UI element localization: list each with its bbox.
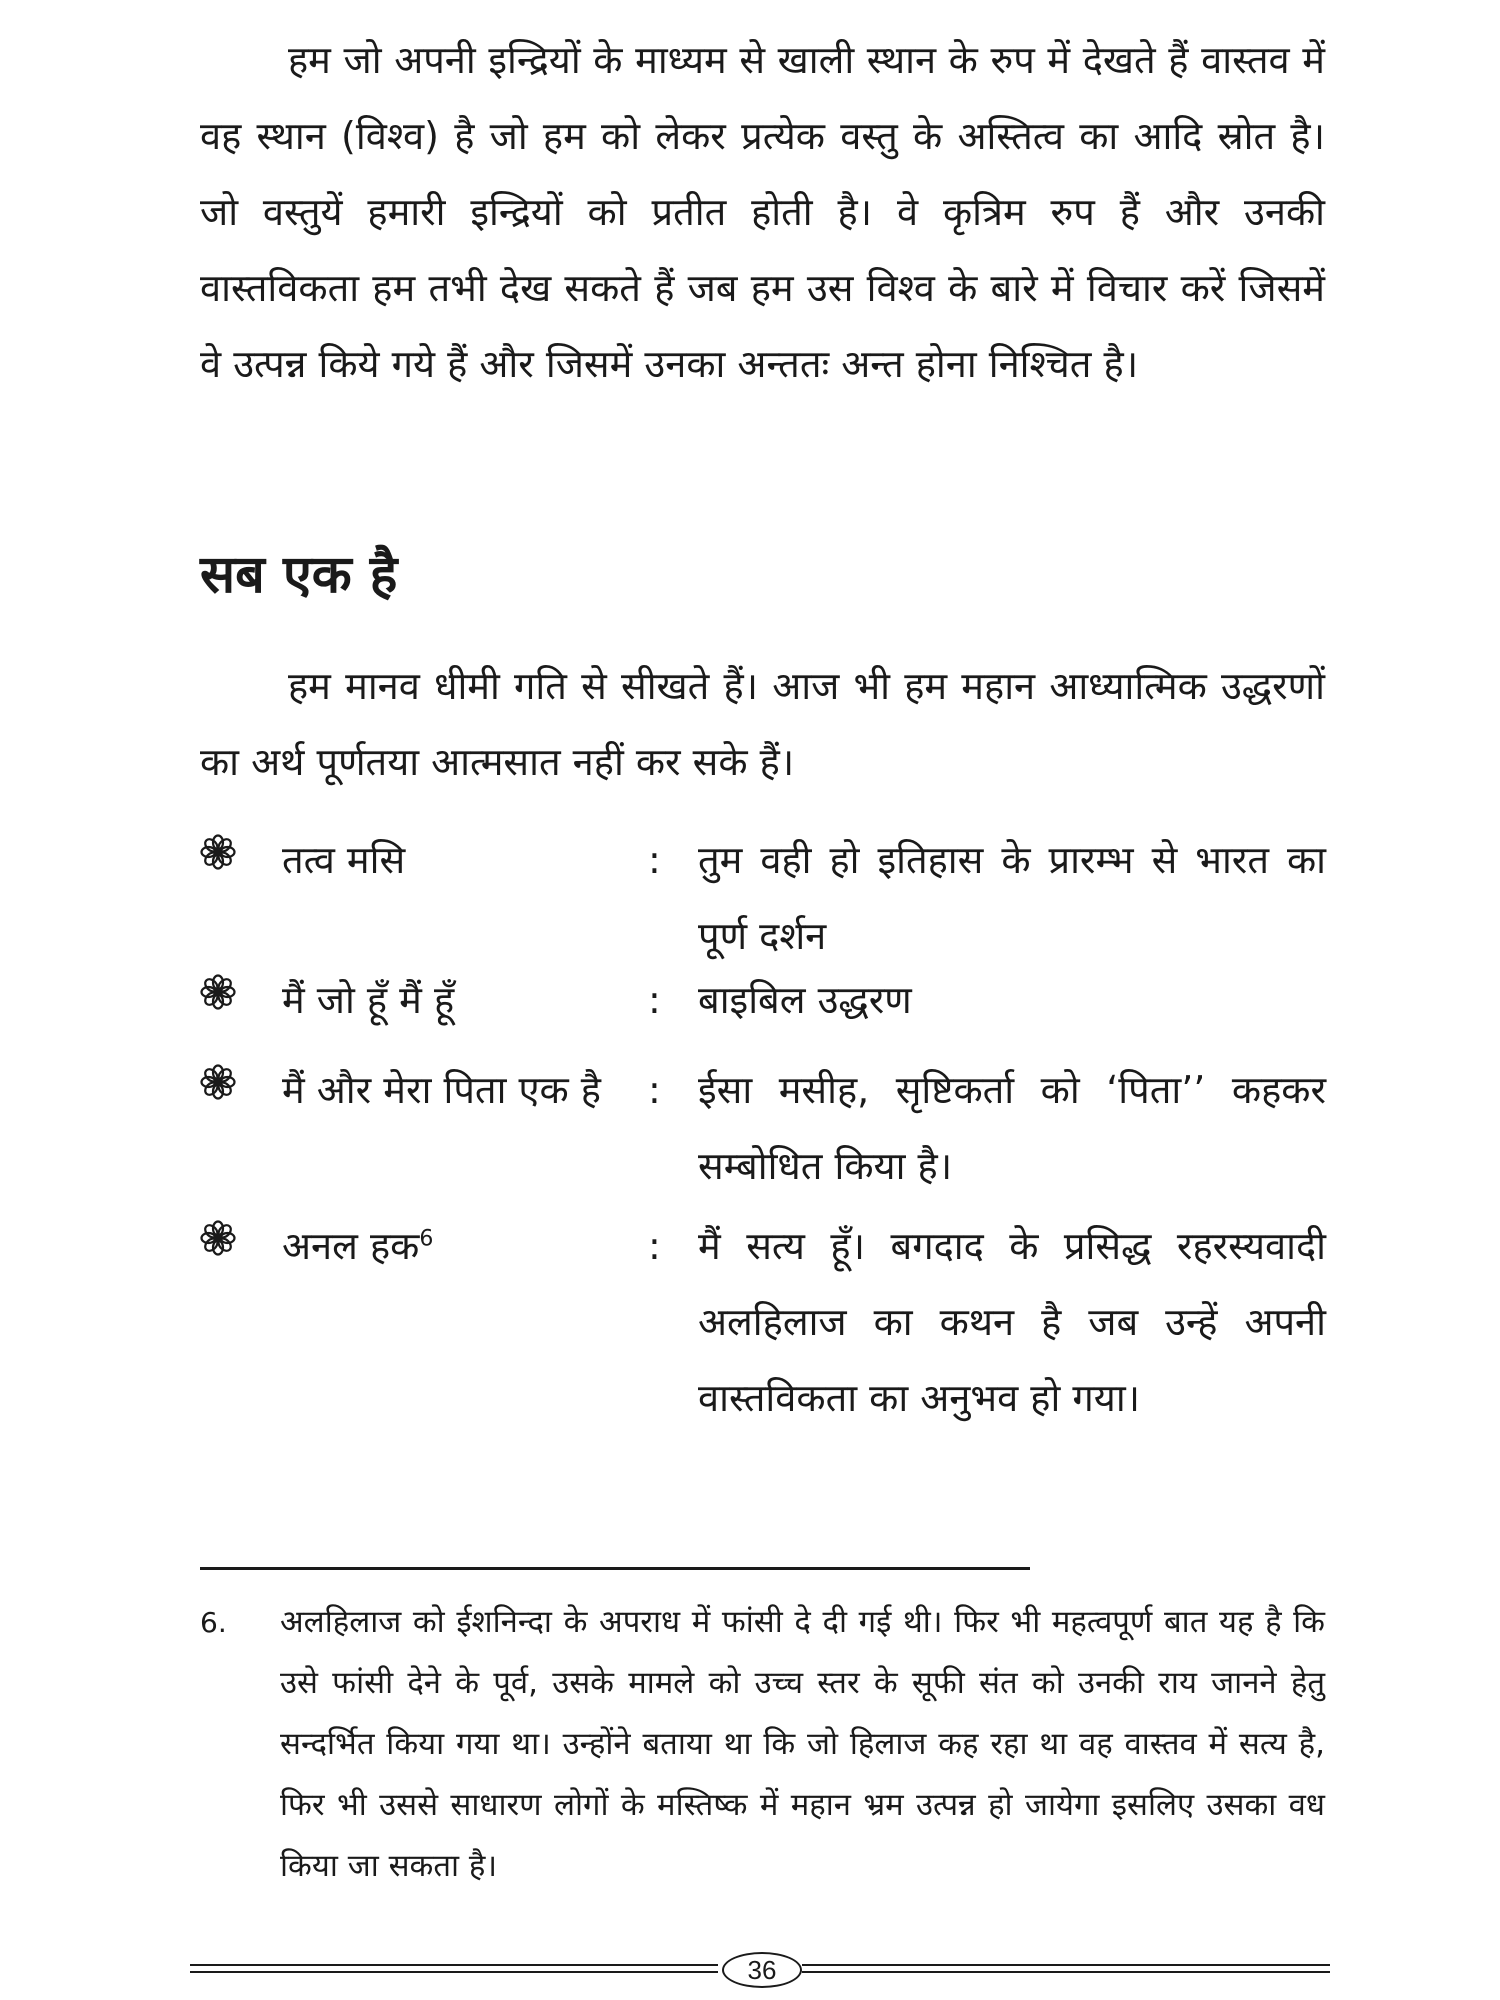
footnote-reference[interactable]: 6 [419,1226,434,1252]
footnote-divider [200,1567,1030,1570]
separator-colon: : [648,1224,661,1268]
flower-bullet-icon [200,1064,236,1100]
quote-meaning: ईसा मसीह, सृष्टिकर्ता को ‘पिता’’ कहकर सम्बोधित किया है। [698,1068,1326,1188]
quote-term-text: अनल हक [282,1224,420,1268]
quote-term: मैं और मेरा पिता एक है [282,1068,601,1112]
quote-item [0,1208,1500,1448]
separator-colon: : [648,1068,661,1112]
intro-paragraph: हम जो अपनी इन्द्रियों के माध्यम से खाली स्थान के रुप में देखते हैं वास्तव में वह स्थान (विश्व) है जो हम को लेकर प्रत्येक वस्तु के अस्तित्व का आदि स्रोत है। जो वस्तुयें हमारी इन्द्रियों को प्रतीत होती है। वे कृत्रिम रुप हैं और उनकी वास्तविकता हम तभी देख सकते हैं जब हम उस विश्व के बारे में विचार करें जिसमें वे उत्पन्न किये गये हैं और जिसमें उनका अन्ततः अन्त होना निश्चित है। [200,38,1325,386]
quote-meaning: मैं सत्य हूँ। बगदाद के प्रसिद्ध रहरस्यवादी अलहिलाज का कथन है जब उन्हें अपनी वास्तविकता का अनुभव हो गया। [698,1224,1326,1420]
quote-meaning: तुम वही हो इतिहास के प्रारम्भ से भारत का पूर्ण दर्शन [698,838,1326,958]
footer-rule-right-top [802,1964,1330,1966]
footer-rule-right-bottom [802,1971,1330,1973]
quote-meaning: बाइबिल उद्धरण [698,978,912,1022]
flower-bullet-icon [200,1220,236,1256]
section-paragraph: हम मानव धीमी गति से सीखते हैं। आज भी हम महान आध्यात्मिक उद्धरणों का अर्थ पूर्णतया आत्मसात नहीं कर सके हैं। [200,664,1325,784]
flower-bullet-icon [200,974,236,1010]
quote-term [282,1208,622,1284]
footer-rule-left-top [190,1964,718,1966]
footnote-text: अलहिलाज को ईशनिन्दा के अपराध में फांसी दे दी गई थी। फिर भी महत्वपूर्ण बात यह है कि उसे फांसी देने के पूर्व, उसके मामले को उच्च स्तर के सूफी संत को उनकी राय जानने हेतु सन्दर्भित किया गया था। उन्होंने बताया था कि जो हिलाज कह रहा था वह वास्तव में सत्य है, फिर भी उससे साधारण लोगों के मस्तिष्क में महान भ्रम उत्पन्न हो जायेगा इसलिए उसका वध किया जा सकता है। [280,1604,1325,1884]
quote-list [0,822,1500,1448]
quote-item [0,962,1500,1052]
page-footer [190,1952,1330,1988]
quote-term: तत्व मसि [282,838,406,882]
separator-colon: : [648,838,661,882]
footnote-number: 6. [200,1606,227,1639]
footer-rule-left-bottom [190,1971,718,1973]
page-number: 36 [722,1952,802,1988]
quote-term: मैं जो हूँ मैं हूँ [282,978,455,1022]
flower-bullet-icon [200,834,236,870]
quote-item [0,1052,1500,1208]
section-heading: सब एक है [200,545,398,605]
quote-item [0,822,1500,962]
separator-colon: : [648,978,661,1022]
